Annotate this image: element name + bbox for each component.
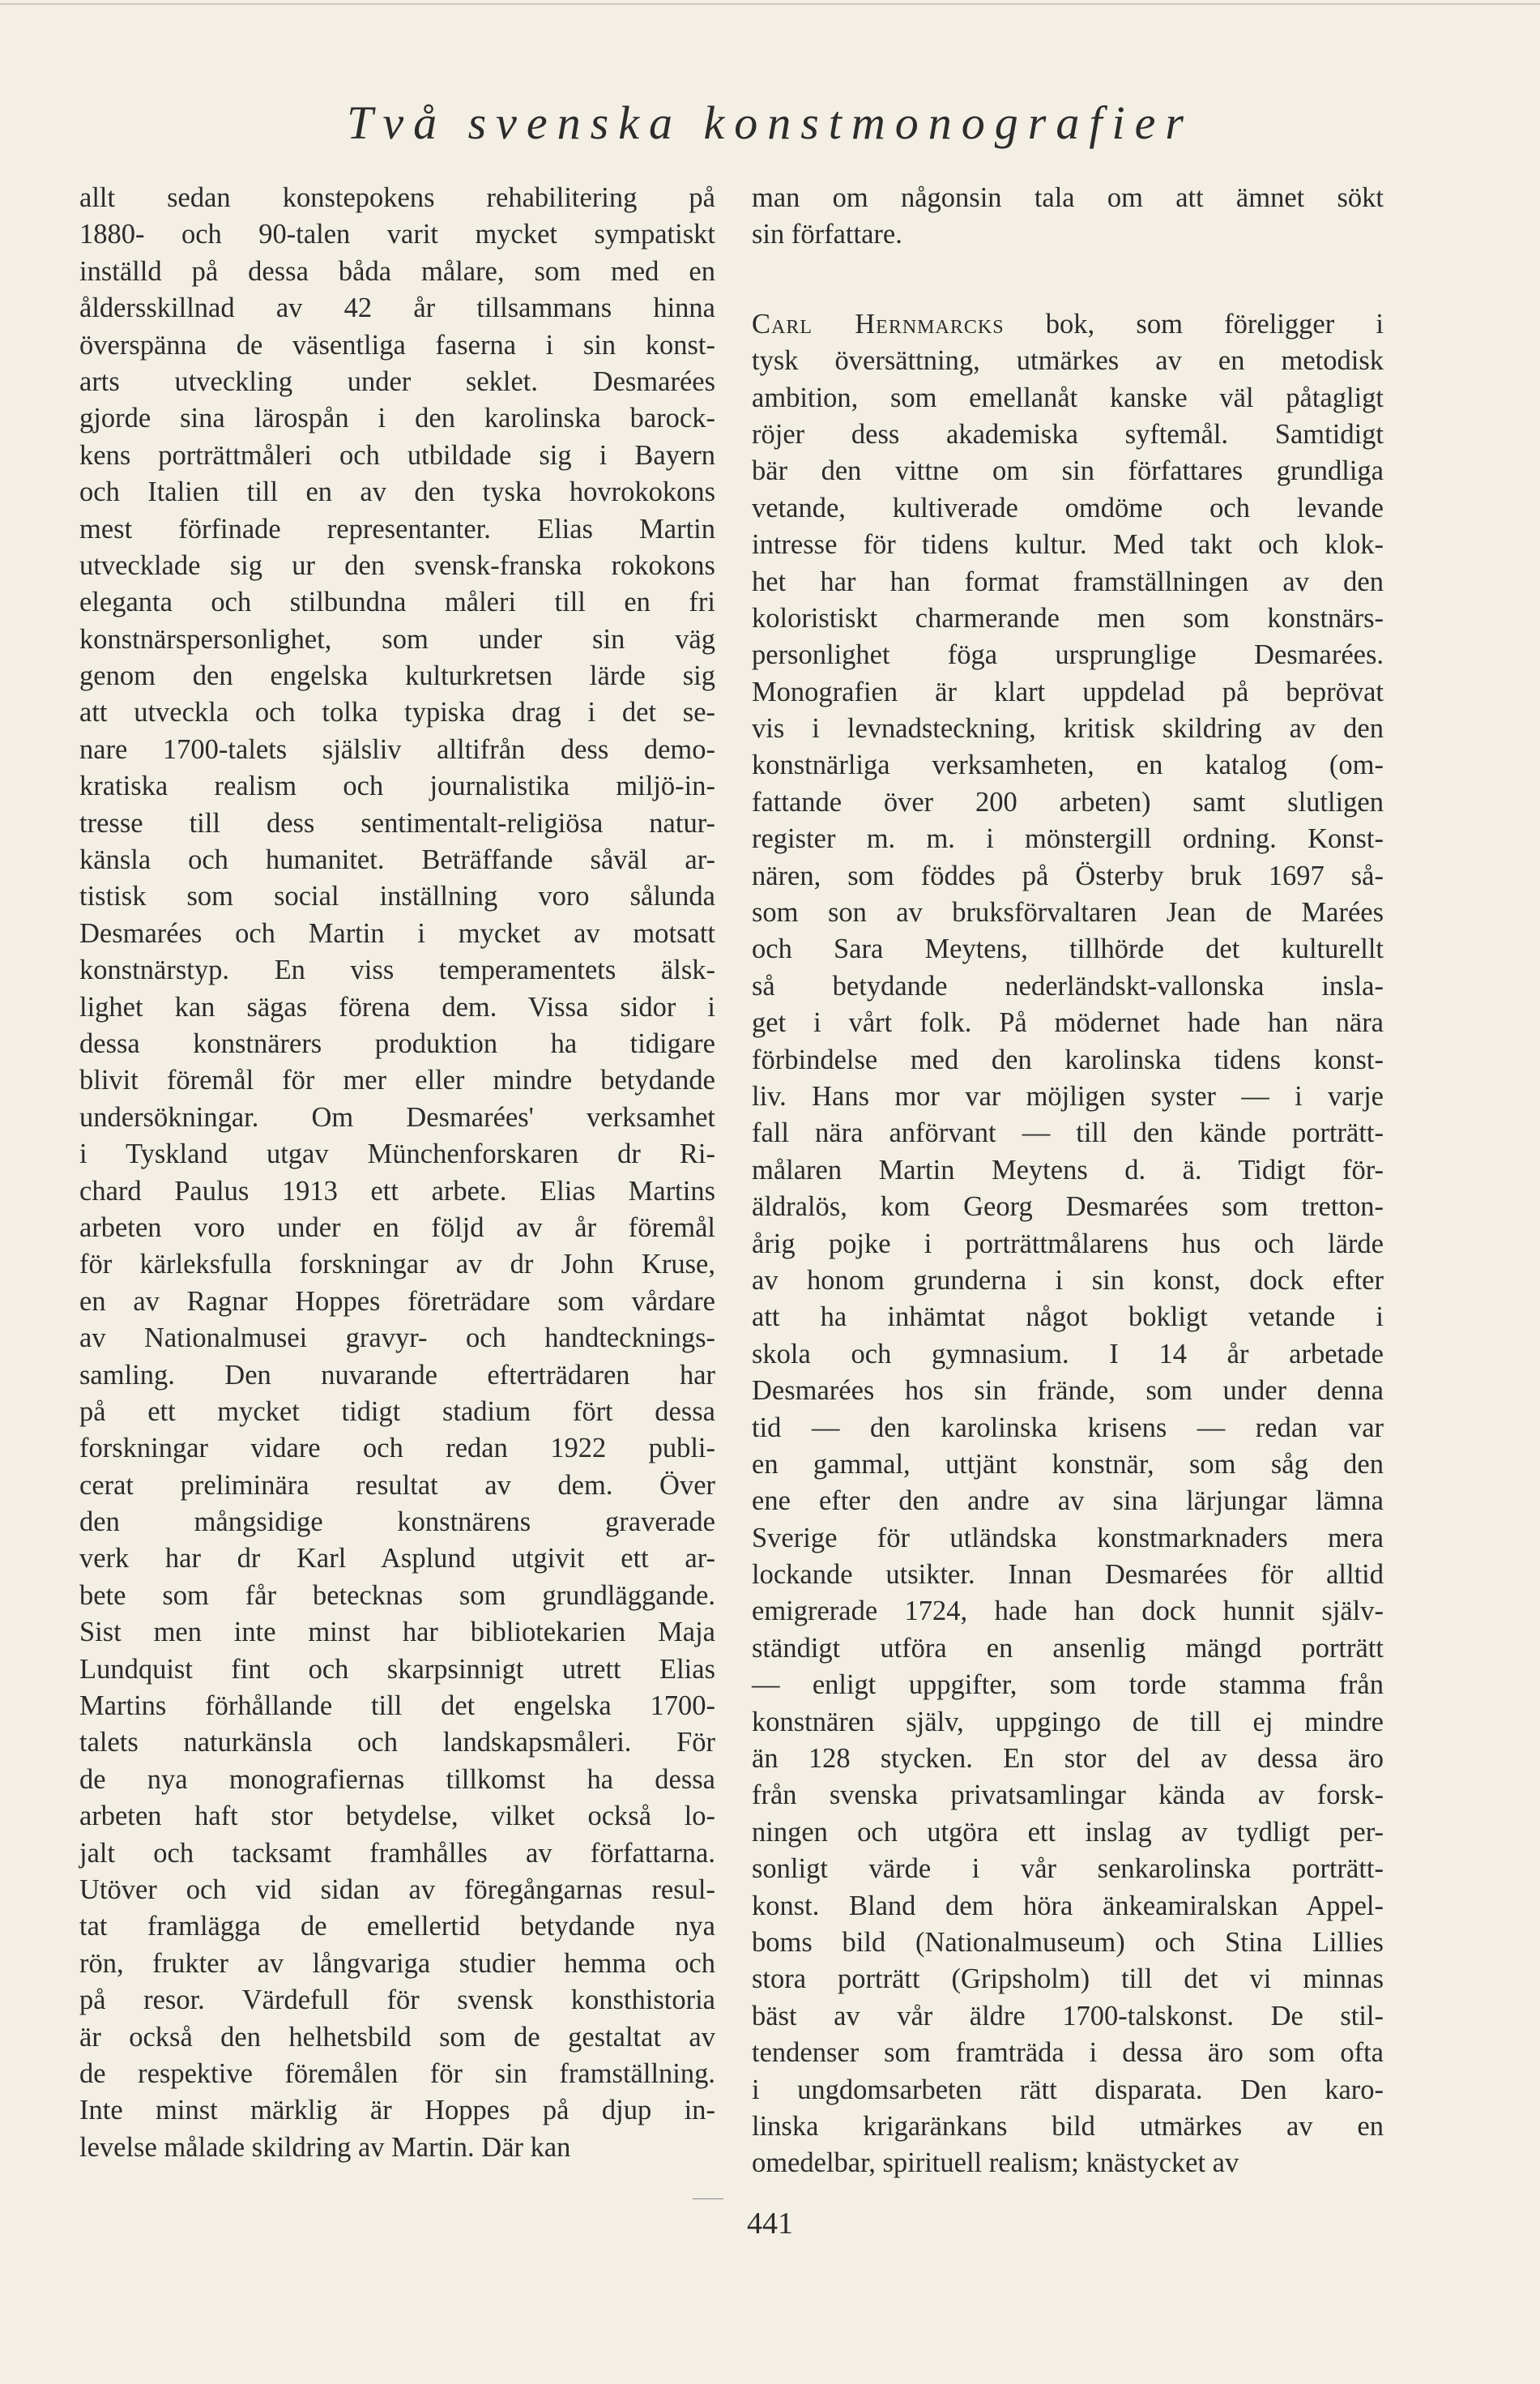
left-column bbox=[79, 180, 715, 2166]
text-line: skola och gymnasium. I 14 år arbetade bbox=[752, 1338, 1384, 1369]
text-line: forskningar vidare och redan 1922 publi- bbox=[79, 1433, 715, 1464]
text-line: levelse målade skildring av Martin. Där kan bbox=[79, 2131, 571, 2163]
text-line: än 128 stycken. En stor del av dessa äro bbox=[752, 1743, 1384, 1775]
text-line: liv. Hans mor var möjligen syster — i varje bbox=[752, 1080, 1384, 1112]
text-line: bäst av vår äldre 1700-talskonst. De stil- bbox=[752, 2000, 1384, 2032]
text-line: på resor. Värdefull för svensk konsthistoria bbox=[79, 1985, 715, 2016]
text-line: Sverige för utländska konstmarknaders mera bbox=[752, 1522, 1384, 1553]
text-line: tid — den karolinska krisens — redan var bbox=[752, 1412, 1384, 1443]
text-line: verk har dr Karl Asplund utgivit ett ar- bbox=[79, 1543, 715, 1574]
top-edge-rule bbox=[0, 3, 1540, 5]
text-line: de nya monografiernas tillkomst ha dessa bbox=[79, 1763, 715, 1795]
text-line: Desmarées och Martin i mycket av motsatt bbox=[79, 917, 715, 949]
text-line: nare 1700-talets själsliv alltifrån dess demo- bbox=[79, 733, 715, 765]
first-line-rest: bok, som föreligger i bbox=[1004, 308, 1384, 340]
text-line: stora porträtt (Gripsholm) till det vi minnas bbox=[752, 1963, 1384, 1995]
text-line: arbeten voro under en följd av år föremål bbox=[79, 1211, 715, 1243]
text-line: tat framlägga de emellertid betydande nya bbox=[79, 1911, 715, 1942]
right-intro-paragraph bbox=[752, 180, 1384, 254]
text-line: nären, som föddes på Österby bruk 1697 så- bbox=[752, 860, 1384, 891]
text-line: konstnärstyp. En viss temperamentets älsk- bbox=[79, 955, 715, 986]
text-line: intresse för tidens kultur. Med takt och klok- bbox=[752, 529, 1384, 561]
text-line: arts utveckling under seklet. Desmarées bbox=[79, 365, 715, 397]
text-line: konstnärspersonlighet, som under sin väg bbox=[79, 623, 715, 655]
text-line: konstnärliga verksamheten, en katalog (om- bbox=[752, 750, 1384, 781]
text-line: i ungdomsarbeten rätt disparata. Den karo- bbox=[752, 2074, 1384, 2105]
text-line: åldersskillnad av 42 år tillsammans hinna bbox=[79, 293, 715, 324]
text-line: samling. Den nuvarande efterträdaren har bbox=[79, 1359, 715, 1391]
text-line: årig pojke i porträttmålarens hus och lärde bbox=[752, 1228, 1384, 1259]
text-line: register m. m. i mönstergill ordning. Konst- bbox=[752, 823, 1384, 855]
text-line: boms bild (Nationalmuseum) och Stina Lillies bbox=[752, 1926, 1384, 1958]
text-line: röjer dess akademiska syftemål. Samtidigt bbox=[752, 418, 1384, 450]
text-line: av Nationalmusei gravyr- och handtecknings- bbox=[79, 1322, 715, 1354]
text-line: bete som får betecknas som grundläggande. bbox=[79, 1579, 715, 1611]
text-line: på ett mycket tidigt stadium fört dessa bbox=[79, 1395, 715, 1427]
text-line: att utveckla och tolka typiska drag i det se- bbox=[79, 697, 715, 728]
text-line: den mångsidige konstnärens graverade bbox=[79, 1506, 715, 1538]
text-line: arbeten haft stor betydelse, vilket också lo- bbox=[79, 1801, 715, 1832]
text-line: personlighet föga ursprunglige Desmarées. bbox=[752, 639, 1384, 671]
text-line: Lundquist fint och skarpsinnigt utrett Elias bbox=[79, 1653, 715, 1685]
text-line: mest förfinade representanter. Elias Martin bbox=[79, 513, 715, 545]
author-name-smallcaps: Carl Hernmarcks bbox=[752, 308, 1005, 340]
text-line: rön, frukter av långvariga studier hemma och bbox=[79, 1947, 715, 1979]
text-line: fattande över 200 arbeten) samt slutligen bbox=[752, 786, 1384, 818]
text-line: tendenser som framträda i dessa äro som ofta bbox=[752, 2037, 1384, 2069]
text-line: de respektive föremålen för sin framställning. bbox=[79, 2057, 715, 2089]
text-line: man om någonsin tala om att ämnet sökt bbox=[752, 182, 1384, 213]
text-line: sonligt värde i vår senkarolinska porträtt- bbox=[752, 1853, 1384, 1885]
text-line: Martins förhållande till det engelska 1700- bbox=[79, 1690, 715, 1722]
text-line: vis i levnadsteckning, kritisk skildring av den bbox=[752, 713, 1384, 745]
text-line: vetande, kultiverade omdöme och levande bbox=[752, 492, 1384, 523]
text-line: Utöver och vid sidan av föregångarnas resul- bbox=[79, 1873, 715, 1905]
text-line: av honom grunderna i sin konst, dock efter bbox=[752, 1264, 1384, 1296]
text-line: utvecklade sig ur den svensk-franska rokokons bbox=[79, 549, 715, 581]
right-body-paragraph bbox=[752, 343, 1384, 2182]
text-line: undersökningar. Om Desmarées' verksamhet bbox=[79, 1101, 715, 1133]
text-line: inställd på dessa båda målare, som med en bbox=[79, 255, 715, 287]
text-line: målaren Martin Meytens d. ä. Tidigt för- bbox=[752, 1154, 1384, 1186]
text-line: ningen och utgöra ett inslag av tydligt per- bbox=[752, 1816, 1384, 1848]
text-line: cerat preliminära resultat av dem. Över bbox=[79, 1469, 715, 1501]
text-line: — enligt uppgifter, som torde stamma från bbox=[752, 1669, 1384, 1701]
text-line: 1880- och 90-talen varit mycket sympatiskt bbox=[79, 219, 715, 250]
text-line: och Sara Meytens, tillhörde det kulturellt bbox=[752, 934, 1384, 965]
text-line: förbindelse med den karolinska tidens konst- bbox=[752, 1044, 1384, 1075]
text-line: emigrerade 1724, hade han dock hunnit själv- bbox=[752, 1596, 1384, 1627]
text-line: het har han format framställningen av den bbox=[752, 566, 1384, 597]
text-line: så betydande nederländskt-vallonska insla- bbox=[752, 970, 1384, 1002]
right-column bbox=[752, 180, 1384, 2182]
text-line: är också den helhetsbild som de gestaltat av bbox=[79, 2021, 715, 2053]
text-line: konstnären själv, uppgingo de till ej mindre bbox=[752, 1706, 1384, 1737]
text-line: koloristiskt charmerande men som konstnärs- bbox=[752, 602, 1384, 634]
text-line: överspänna de väsentliga faserna i sin konst- bbox=[79, 329, 715, 361]
text-line: ene efter den andre av sina lärjungar lämna bbox=[752, 1485, 1384, 1517]
text-line: lighet kan sägas förena dem. Vissa sidor i bbox=[79, 991, 715, 1023]
text-line: i Tyskland utgav Münchenforskaren dr Ri- bbox=[79, 1139, 715, 1170]
text-line: från svenska privatsamlingar kända av forsk- bbox=[752, 1779, 1384, 1811]
text-line: omedelbar, spirituell realism; knästycket av bbox=[752, 2147, 1239, 2179]
text-line: för kärleksfulla forskningar av dr John Kruse, bbox=[79, 1249, 715, 1280]
text-line: ambition, som emellanåt kanske väl påtagligt bbox=[752, 382, 1384, 413]
text-line: Monografien är klart uppdelad på beprövat bbox=[752, 676, 1384, 707]
text-line: linska krigaränkans bild utmärkes av en bbox=[752, 2110, 1384, 2142]
text-line: som son av bruksförvaltaren Jean de Marées bbox=[752, 897, 1384, 929]
text-line: en gammal, uttjänt konstnär, som såg den bbox=[752, 1448, 1384, 1480]
text-line: allt sedan konstepokens rehabilitering på bbox=[79, 182, 715, 213]
text-line: ständigt utföra en ansenlig mängd porträtt bbox=[752, 1632, 1384, 1664]
text-line: lockande utsikter. Innan Desmarées för alltid bbox=[752, 1559, 1384, 1591]
text-line: Desmarées hos sin frände, som under denna bbox=[752, 1375, 1384, 1407]
text-line: äldralös, kom Georg Desmarées som tretton- bbox=[752, 1191, 1384, 1223]
text-line: och Italien till en av den tyska hovrokokons bbox=[79, 476, 715, 508]
text-line: Inte minst märklig är Hoppes på djup in- bbox=[79, 2095, 715, 2126]
text-line: kens porträttmåleri och utbildade sig i Bayern bbox=[79, 439, 715, 471]
text-line: tistisk som social inställning voro sålunda bbox=[79, 881, 715, 912]
text-line: sin författare. bbox=[752, 219, 902, 250]
running-head: Två svenska konstmonografier bbox=[347, 96, 1193, 149]
text-line: dessa konstnärers produktion ha tidigare bbox=[79, 1028, 715, 1059]
text-line: kratiska realism och journalistika miljö-in- bbox=[79, 771, 715, 802]
text-line: genom den engelska kulturkretsen lärde sig bbox=[79, 660, 715, 692]
text-line: Sist men inte minst har bibliotekarien Maja bbox=[79, 1617, 715, 1648]
page-number: 441 bbox=[747, 2207, 793, 2241]
text-line: tresse till dess sentimentalt-religiösa natur- bbox=[79, 807, 715, 839]
text-line: tysk översättning, utmärkes av en metodisk bbox=[752, 345, 1384, 377]
right-paragraph-first-line bbox=[752, 306, 1384, 343]
text-line: att ha inhämtat något bokligt vetande i bbox=[752, 1301, 1384, 1333]
text-line: blivit föremål för mer eller mindre betydande bbox=[79, 1065, 715, 1096]
text-line: fall nära anförvant — till den kände porträtt- bbox=[752, 1117, 1384, 1149]
text-line: bär den vittne om sin författares grundliga bbox=[752, 455, 1384, 487]
folio-rule bbox=[693, 2198, 723, 2199]
text-line: gjorde sina lärospån i den karolinska barock- bbox=[79, 403, 715, 434]
paragraph-gap bbox=[752, 254, 1384, 306]
text-line: jalt och tacksamt framhålles av författarna. bbox=[79, 1837, 715, 1869]
text-line: en av Ragnar Hoppes företrädare som vårdare bbox=[79, 1285, 715, 1317]
text-line: eleganta och stilbundna måleri till en fri bbox=[79, 587, 715, 618]
text-line: konst. Bland dem höra änkeamiralskan Appel- bbox=[752, 1890, 1384, 1921]
text-line: känsla och humanitet. Beträffande såväl ar- bbox=[79, 844, 715, 876]
text-line: talets naturkänsla och landskapsmåleri. För bbox=[79, 1727, 715, 1758]
text-line: chard Paulus 1913 ett arbete. Elias Martins bbox=[79, 1175, 715, 1207]
text-line: get i vårt folk. På mödernet hade han nära bbox=[752, 1007, 1384, 1039]
